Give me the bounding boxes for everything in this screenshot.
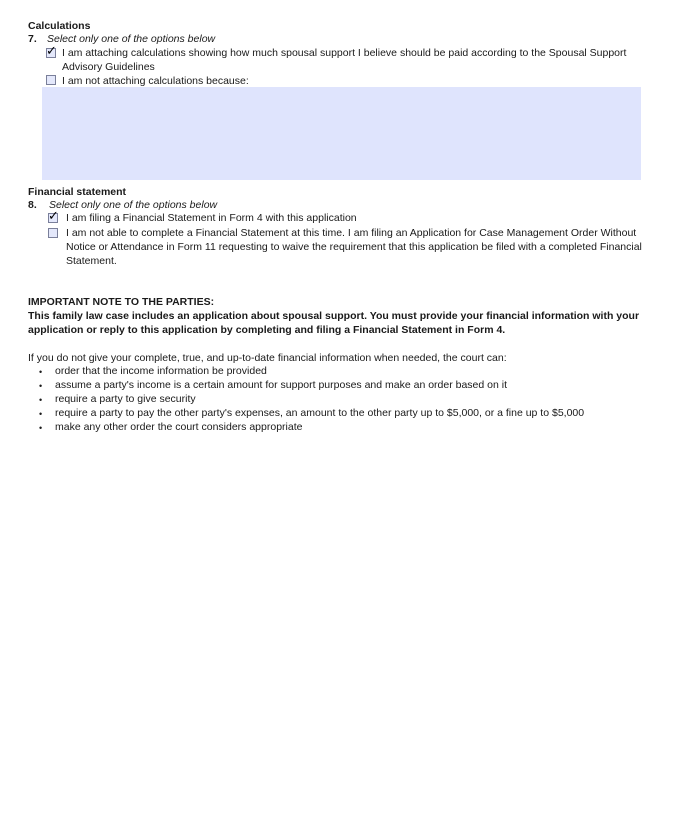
calculations-heading: Calculations — [28, 20, 91, 32]
spousal-guidelines-label-line2: Advisory Guidelines — [62, 61, 155, 73]
bullet-icon: • — [39, 381, 43, 391]
bullet-icon: • — [39, 395, 43, 405]
important-note-heading: IMPORTANT NOTE TO THE PARTIES: — [28, 296, 215, 308]
checkmark-icon: ✓ — [46, 44, 57, 59]
question-7-instruction: Select only one of the options below — [47, 33, 216, 45]
financial-heading: Financial statement — [28, 186, 127, 198]
filing-financial-statement-label: I am filing a Financial Statement in Form 4 with this application — [66, 212, 357, 224]
question-8-number: 8. — [28, 199, 37, 211]
spousal-guidelines-label-line1: I am attaching calculations showing how much spousal support I believe should be paid according to the Spousal Support — [62, 47, 627, 59]
important-note-line2: application or reply to this application by completing and filing a Financial Statement in Form 4. — [28, 324, 506, 336]
list-item: require a party to give security — [55, 393, 196, 405]
bullet-icon: • — [39, 409, 43, 419]
list-item: make any other order the court considers appropriate — [55, 421, 303, 433]
not-attaching-checkbox[interactable] — [46, 75, 56, 85]
important-note-line1: This family law case includes an application about spousal support. You must provide your financial information with your — [28, 310, 640, 322]
not-able-label-line1: I am not able to complete a Financial Statement at this time. I am filing an Application for Case Management Order Without — [66, 227, 637, 239]
list-item: require a party to pay the other party's expenses, an amount to the other party up to $5,000, or a fine up to $5,000 — [55, 407, 585, 419]
not-attaching-label: I am not attaching calculations because: — [62, 75, 249, 87]
bullet-icon: • — [39, 423, 43, 433]
bullet-icon: • — [39, 367, 43, 377]
not-attaching-reason-field[interactable] — [42, 87, 641, 180]
not-able-financial-statement-checkbox[interactable] — [48, 228, 58, 238]
not-able-label-line2: Notice or Attendance in Form 11 requesting to waive the requirement that this application be filed with a completed Financial — [66, 241, 642, 253]
spousal-guidelines-checkbox[interactable] — [46, 44, 57, 59]
list-item: assume a party's income is a certain amount for support purposes and make an order based on it — [55, 379, 507, 391]
court-powers-intro: If you do not give your complete, true, and up-to-date financial information when needed, the court can: — [28, 352, 507, 364]
checkmark-icon: ✓ — [48, 209, 59, 224]
list-item: order that the income information be provided — [55, 365, 267, 377]
question-7-number: 7. — [28, 33, 37, 45]
question-8-instruction: Select only one of the options below — [49, 199, 218, 211]
filing-financial-statement-checkbox[interactable] — [48, 209, 59, 224]
not-able-label-line3: Statement. — [66, 255, 117, 267]
